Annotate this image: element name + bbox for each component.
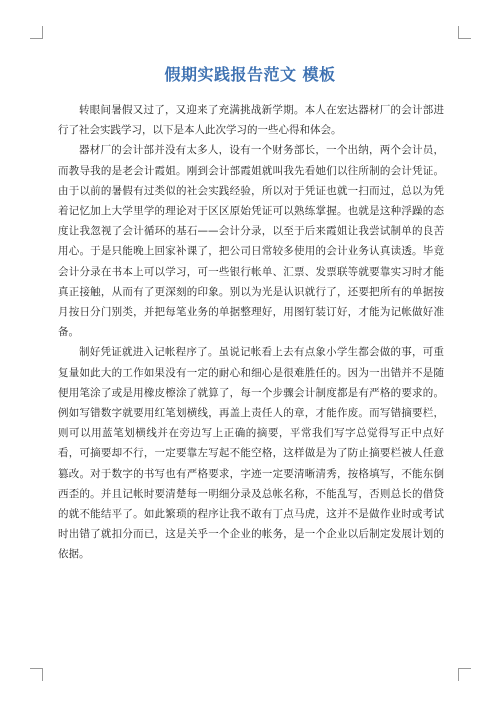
document-body (58, 100, 444, 565)
paragraph-accounting-department: 器材厂的会计部并没有太多人，设有一个财务部长，一个出纳，两个会计员，而教导我的是老会计霞姐。刚到会计部霞姐就叫我先看她们以往所制的会计凭证。由于以前的暑假有过类似的社会实践经验，所以对于凭证也就一扫而过，总以为凭着记忆加上大学里学的理论对于区区原始凭证可以熟练掌握。也就是这种浮躁的态度让我忽视了会计循环的基石——会计分录，以至于后来霞姐让我尝试制单的良苦用心。于是只能晚上回家补课了，把公司日常较多使用的会计业务认真读透。毕竟会计分录在书本上可以学习，可一些银行帐单、汇票、发票联等就要靠实习时才能真正接触，从而有了更深刻的印象。别以为光是认识就行了，还要把所有的单据按月按日分门别类，并把每笔业务的单据整理好，用图钉装订好，才能为记帐做好准备。 (58, 144, 444, 339)
crop-mark-bottom-right (458, 668, 471, 681)
crop-mark-top-left (30, 26, 43, 39)
crop-mark-top-right (458, 26, 471, 39)
document-title: 假期实践报告范文 模板 (164, 65, 336, 84)
crop-mark-bottom-left (30, 668, 43, 681)
paragraph-intro: 转眼间暑假又过了，又迎来了充满挑战新学期。本人在宏达器材厂的会计部进行了社会实践学习，以下是本人此次学习的一些心得和体会。 (58, 104, 444, 137)
paragraph-bookkeeping: 制好凭证就进入记帐程序了。虽说记帐看上去有点象小学生都会做的事，可重复量如此大的工作如果没有一定的耐心和细心是很难胜任的。因为一出错并不是随便用笔涂了或是用橡皮檫涂了就算了，每一个步骤会计制度都是有严格的要求的。例如写错数字就要用红笔划横线，再盖上责任人的章，才能作废。而写错摘要栏，则可以用蓝笔划横线并在旁边写上正确的摘要，平常我们写字总觉得写正中点好看，可摘要却不行，一定要靠左写起不能空格，这样做是为了防止摘要栏被人任意篡改。对于数字的书写也有严格要求，字迹一定要清晰清秀，按格填写，不能东倒西歪的。并且记帐时要清楚每一明细分录及总帐名称，不能乱写，否则总长的借贷的就不能结平了。如此繁琐的程序让我不敢有丁点马虎，这并不是做作业时或考试时出错了就扣分而已，这是关乎一个企业的帐务，是一个企业以后制定发展计划的依据。 (58, 346, 444, 561)
